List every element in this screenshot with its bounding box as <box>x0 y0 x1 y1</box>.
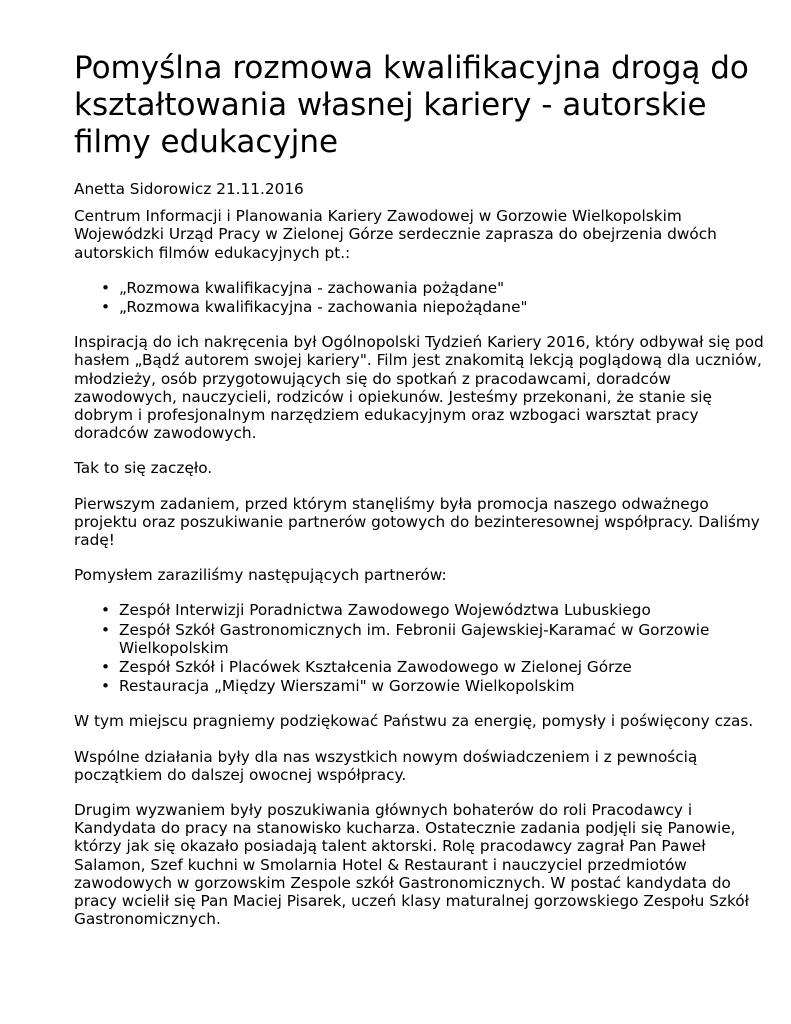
list-item: • Zespół Szkół i Placówek Kształcenia Zawodowego w Zielonej Górze <box>101 658 632 677</box>
list-item: • Zespół Interwizji Poradnictwa Zawodowego Województwa Lubuskiego <box>101 601 651 620</box>
list-item: • Zespół Szkół Gastronomicznych im. Febronii Gajewskiej-Karamać w Gorzowie Wielkopolskim <box>101 620 710 657</box>
document-page <box>74 50 764 946</box>
bullet-icon: • <box>101 658 111 677</box>
author-date: Anetta Sidorowicz 21.11.2016 <box>74 180 304 198</box>
second-challenge-paragraph: Drugim wyzwaniem były poszukiwania głównych bohaterów do roli Pracodawcy i Kandydata do pracy na stanowisko kucharza. Ostatecznie zadania podjęli się Panowie, którzy jak się okazało posiadają talent aktorski. Rolę pracodawcy zagrał Pan Paweł Salamon, Szef kuchni w Smolarnia Hotel & Restaurant i nauczyciel przedmiotów zawodowych w gorzowskim Zespole szkół Gastronomicznych. W postać kandydata do pracy wcielił się Pan Maciej Pisarek, uczeń klasy maturalnej gorzowskiego Zespołu Szkół Gastronomicznych. <box>74 801 749 929</box>
list-item: • „Rozmowa kwalifikacyjna - zachowania pożądane" <box>101 278 505 297</box>
list-item: • „Rozmowa kwalifikacyjna - zachowania niepożądane" <box>101 298 528 317</box>
films-list <box>74 279 764 316</box>
first-task-paragraph: Pierwszym zadaniem, przed którym stanęliśmy była promocja naszego odważnego projektu oraz poszukiwanie partnerów gotowych do bezinteresownej współpracy. Daliśmy radę! <box>74 494 760 550</box>
partners-intro-paragraph: Pomysłem zaraziliśmy następujących partnerów: <box>74 566 447 585</box>
intro-paragraph: Centrum Informacji i Planowania Kariery Zawodowej w Gorzowie Wielkopolskim Wojewódzki Urząd Pracy w Zielonej Górze serdecznie zaprasza do obejrzenia dwóch autorskich filmów edukacyjnych pt.: <box>74 207 717 262</box>
start-paragraph: Tak to się zaczęło. <box>74 459 213 478</box>
thanks-paragraph: W tym miejscu pragniemy podziękować Państwu za energię, pomysły i poświęcony czas. <box>74 712 754 731</box>
partners-list <box>74 601 764 695</box>
bullet-icon: • <box>101 677 111 696</box>
bullet-icon: • <box>101 278 111 297</box>
bullet-icon: • <box>101 298 111 317</box>
experience-paragraph: Wspólne działania były dla nas wszystkich nowym doświadczeniem i z pewnością początkiem do dalszej owocnej współpracy. <box>74 747 698 784</box>
inspiration-paragraph: Inspiracją do ich nakręcenia był Ogólnopolski Tydzień Kariery 2016, który odbywał się pod hasłem „Bądź autorem swojej kariery". Film jest znakomitą lekcją poglądową dla uczniów, młodzieży, osób przygotowujących się do spotkań z pracodawcami, doradców zawodowych, nauczycieli, rodziców i opiekunów. Jesteśmy przekonani, że stanie się dobrym i profesjonalnym narzędziem edukacyjnym oraz wzbogaci warsztat pracy doradców zawodowych. <box>74 333 764 443</box>
page-title: Pomyślna rozmowa kwalifikacyjna drogą do kształtowania własnej kariery - autorskie filmy edukacyjne <box>74 50 749 160</box>
bullet-icon: • <box>101 601 111 620</box>
list-item: • Restauracja „Między Wierszami" w Gorzowie Wielkopolskim <box>101 677 575 696</box>
bullet-icon: • <box>101 620 111 639</box>
